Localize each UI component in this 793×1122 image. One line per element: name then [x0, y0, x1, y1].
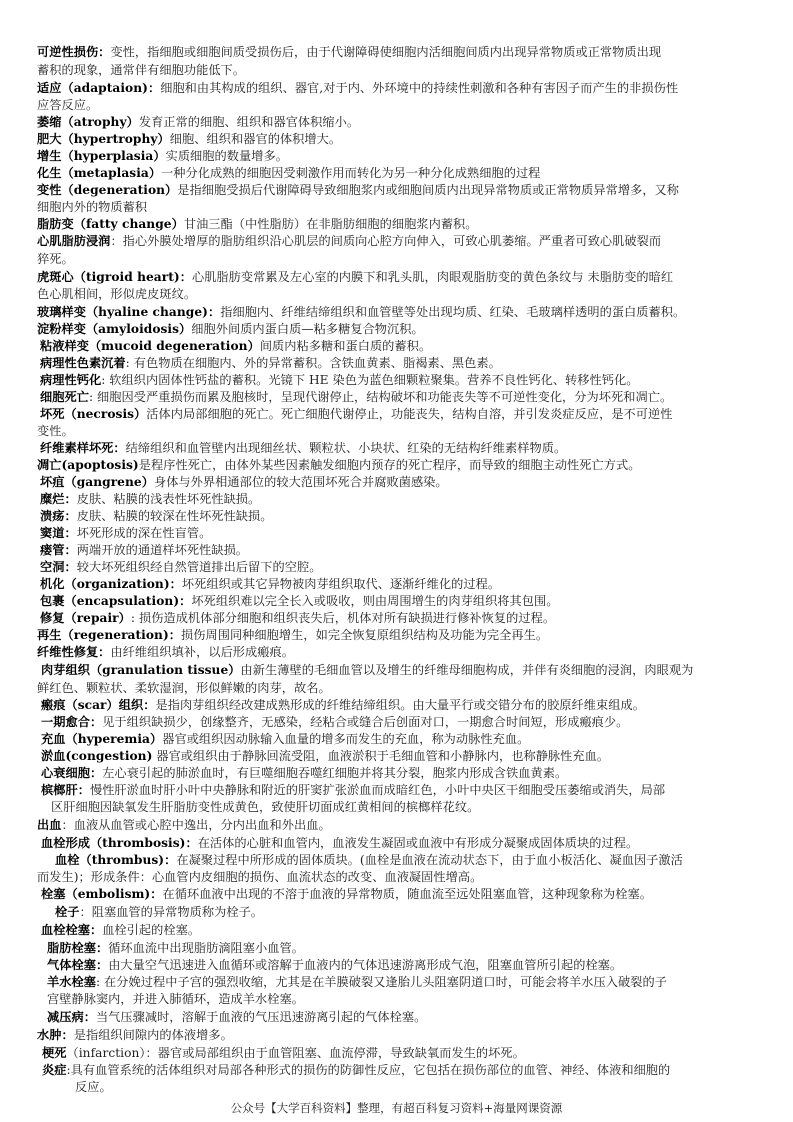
term-definition: : 有色物质在细胞内、外的异常蓄积。含铁血黄素、脂褐素、黑色素。: [125, 356, 501, 370]
term-definition: 循环血流中出现脂肪滴阻塞小血管。: [108, 941, 304, 955]
definition-line: [40, 593, 760, 610]
term-definition: 实质细胞的数量增多。: [165, 149, 288, 163]
term-label: 变性（degeneration）: [37, 183, 178, 197]
term-definition: 由大量空气迅速进入血循环或溶解于血液内的气体迅速游离形成气泡，阻塞血管所引起的栓塞。: [108, 958, 623, 972]
definition-line: [37, 286, 757, 303]
term-label: 脂肪栓塞：: [47, 941, 109, 955]
term-definition: 发育正常的细胞、组织和器官体积缩小。: [138, 115, 360, 129]
definition-line: [37, 233, 757, 250]
definition-line: [41, 662, 761, 679]
term-definition: 而发生)；形成条件：心血管内皮细胞的损伤、血流状态的改变、血液凝固性增高。: [37, 870, 483, 884]
term-definition: ：血液从血管或心腔中逸出，分内出血和外出血。: [61, 818, 331, 832]
term-label: 血栓（thrombus)：: [55, 853, 177, 867]
term-definition: 损伤周围同种细胞增生，如完全恢复原组织结构及功能为完全再生。: [181, 628, 549, 642]
definition-line: [40, 338, 760, 355]
term-definition: 反应。: [75, 1080, 112, 1094]
term-label: 修复（repair）: [40, 611, 131, 625]
term-label: 空洞：: [40, 560, 77, 574]
term-definition: 心肌脂肪变常累及左心室的内膜下和乳头肌，肉眼观脂肪变的黄色条纹与 未脂肪变的暗红: [191, 270, 674, 284]
term-label: 血栓栓塞：: [41, 923, 103, 937]
term-label: 溃疡：: [40, 509, 77, 523]
term-definition: : 细胞因受严重损伤而累及胞核时，呈现代谢停止，结构破坏和功能丧失等不可逆性变化，分为坏死和凋亡。: [88, 390, 673, 404]
term-label: 肥大（hypertrophy）: [37, 132, 170, 146]
definition-line: [42, 1045, 762, 1062]
term-definition: :具有血管系统的活体组织对局部各种形式的损伤的防御性反应，它包括在损伤部位的血管、神经、体液和细胞的: [66, 1063, 671, 1077]
definition-line: [37, 1027, 757, 1044]
term-definition: 两端开放的通道样坏死性缺损。: [76, 543, 249, 557]
term-definition: : 软组织内固体性钙盐的蓄积。光镜下 HE 染色为蓝色细颗粒聚集。营养不良性钙化、转移性钙化。: [101, 373, 639, 387]
term-definition: 是指组织间隙内的体液增多。: [73, 1028, 233, 1042]
definition-line: [41, 714, 761, 731]
term-definition: 由新生薄壁的毛细血管以及增生的纤维母细胞构成，并伴有炎细胞的浸润，肉眼观为: [240, 663, 694, 677]
definition-line: [55, 852, 775, 869]
term-definition: 在凝聚过程中所形成的固体质块。(血栓是血液在流动状态下，由于血小板活化、凝血因子激活: [176, 853, 683, 867]
term-label: 凋亡(apoptosis): [37, 458, 139, 472]
definition-line: [37, 321, 757, 338]
term-label: 气体栓塞：: [47, 958, 109, 972]
term-label: 槟榔肝：: [41, 783, 90, 797]
term-definition: 细胞和由其构成的组织、器官,对于内、外环境中的持续性刺激和各种有害因子而产生的非损伤性: [160, 81, 679, 95]
page-footer: 公众号【大学百科资料】整理，有超百科复习资料+海量网课资源: [230, 1101, 563, 1115]
term-label: 心衰细胞：: [41, 766, 103, 780]
term-label: 瘘管：: [40, 543, 77, 557]
term-definition: 细胞内外的物质蓄积: [37, 200, 148, 214]
definition-line: [37, 131, 757, 148]
term-definition: 是指细胞受损后代谢障碍导致细胞浆内或细胞间质内出现异常物质或正常物质异常增多，又称: [177, 183, 680, 197]
definition-line: [41, 782, 761, 799]
term-definition: 慢性肝淤血时肝小叶中央静脉和附近的肝窦扩张淤血而成暗红色，小叶中央区干细胞受压萎缩或消失，局部: [89, 783, 666, 797]
term-definition: 宫壁静脉窦内，并进入肺循环，造成羊水栓塞。: [47, 992, 304, 1006]
term-label: 坏疽（gangrene）: [40, 475, 154, 489]
definition-line: [41, 886, 761, 903]
term-definition: 坏死组织难以完全长入或吸收，则由周围增生的肉芽组织将其包围。: [191, 594, 559, 608]
term-definition: 结缔组织和血管壁内出现细丝状、颗粒状、小块状、红染的无结构纤维素样物质。: [125, 441, 567, 455]
definition-line: [40, 610, 760, 627]
term-label: 脂肪变（fatty change）: [37, 217, 184, 231]
term-definition: 较大坏死组织经自然管道排出后留下的空腔。: [76, 560, 322, 574]
definition-line: [47, 1009, 767, 1026]
term-definition: 是指肉芽组织经改建成熟形成的纤维结缔组织。由大量平行或交错分布的胶原纤维束组成。: [155, 698, 645, 712]
term-definition: 坏死组织或其它异物被肉芽组织取代、逐渐纤维化的过程。: [181, 577, 501, 591]
term-label: 虎斑心（tigroid heart)：: [37, 270, 192, 284]
term-label: 粘液样变（mucoid degeneration）: [40, 339, 260, 353]
term-label: 纤维性修复：: [37, 645, 111, 659]
term-definition: ：指心外膜处增厚的脂肪组织沿心肌层的间质向心腔方向伸入，可致心肌萎缩。严重者可致心肌破裂而: [110, 234, 662, 248]
definition-line: [37, 269, 757, 286]
definition-line: [47, 991, 767, 1008]
term-label: 羊水栓塞: [47, 975, 96, 989]
term-definition: 区肝细胞因缺氧发生肝脂肪变性成黄色，致使肝切面成红黄相间的槟榔样花纹。: [51, 800, 480, 814]
definition-line: [40, 406, 760, 423]
term-label: 炎症: [42, 1063, 67, 1077]
definition-line: [40, 474, 760, 491]
definition-line: [37, 148, 757, 165]
definition-line: [37, 457, 757, 474]
definition-line: [47, 974, 767, 991]
term-label: 淤血(congestion): [41, 749, 153, 763]
term-label: 充血（hyperemia）: [41, 732, 163, 746]
definition-line: [41, 922, 761, 939]
definition-line: [37, 817, 757, 834]
term-label: 可逆性损伤：: [37, 45, 111, 59]
definition-line: [55, 904, 775, 921]
term-definition: 器官或组织因动脉输入血量的增多而发生的充血，称为动脉性充血。: [162, 732, 530, 746]
term-definition: ：阻塞血管的异常物质称为栓子。: [79, 905, 264, 919]
term-definition: 由纤维组织填补，以后形成瘢痕。: [110, 645, 294, 659]
definition-line: [47, 957, 767, 974]
definition-line: [42, 1062, 762, 1079]
term-label: 包裹（encapsulation)：: [40, 594, 192, 608]
term-label: 细胞死亡: [40, 390, 89, 404]
term-label: 出血: [37, 818, 62, 832]
term-definition: 鲜红色、颗粒状、柔软湿润，形似鲜嫩的肉芽，故名。: [37, 681, 331, 695]
term-definition: 左心衰引起的肺淤血时，有巨噬细胞吞噬红细胞并将其分裂，胞浆内形成含铁血黄素。: [102, 766, 568, 780]
definition-line: [41, 765, 761, 782]
definition-line: [41, 835, 761, 852]
definition-line: [41, 697, 761, 714]
definition-line: [37, 680, 757, 697]
term-label: 一期愈合：: [41, 715, 103, 729]
definition-line: [37, 304, 757, 321]
term-label: 减压病：: [47, 1010, 96, 1024]
definition-line: [37, 182, 757, 199]
definition-line: [37, 627, 757, 644]
term-definition: 皮肤、粘膜的较深在性坏死性缺损。: [76, 509, 273, 523]
term-label: 化生（metaplasia）: [37, 166, 162, 180]
term-label: 栓塞（embolism)：: [41, 887, 163, 901]
term-definition: : 损伤造成机体部分细胞和组织丧失后，机体对所有缺损进行修补恢复的过程。: [130, 611, 556, 625]
term-label: 纤维素样坏死：: [40, 441, 126, 455]
term-definition: （infarction）：器官或局部组织由于血管阻塞、血流停滞，导致缺氧而发生的坏死。: [66, 1046, 525, 1060]
definition-line: [75, 1079, 793, 1096]
term-definition: : 在分娩过程中子宫的强烈收缩，尤其是在羊膜破裂又逢胎儿头阻塞阴道口时，可能会将羊水压入破裂的子: [95, 975, 667, 989]
term-definition: 指细胞内、纤维结缔组织和血管壁等处出现均质、红染、毛玻璃样透明的蛋白质蓄积。: [220, 305, 686, 319]
definition-line: [37, 869, 757, 886]
term-definition: 变性。: [37, 424, 74, 438]
definition-line: [37, 199, 757, 216]
definition-line: [37, 80, 757, 97]
definition-line: [37, 423, 757, 440]
definition-line: [41, 748, 761, 765]
definition-line: [47, 940, 767, 957]
term-definition: 见于组织缺损少，创缘整齐，无感染，经粘合或缝合后创面对口，一期愈合时间短，形成瘢痕少。: [102, 715, 629, 729]
term-label: 萎缩（atrophy）: [37, 115, 139, 129]
definition-line: [40, 440, 760, 457]
term-label: 水肿：: [37, 1028, 74, 1042]
term-definition: 身体与外界相通部位的较大范围坏死合并腐败菌感染。: [153, 475, 448, 489]
term-definition: 在活体的心脏和血管内，血液发生凝固或血液中有形成分凝聚成固体质块的过程。: [197, 836, 639, 850]
term-label: 血栓形成（thrombosis)：: [41, 836, 198, 850]
term-label: 肉芽组织（granulation tissue）: [41, 663, 241, 677]
definition-line: [37, 165, 757, 182]
term-definition: 是程序性死亡，由体外某些因素触发细胞内预存的死亡程序，而导致的细胞主动性死亡方式。: [138, 458, 641, 472]
term-label: 机化（organization)：: [40, 577, 182, 591]
term-label: 再生（regeneration)：: [37, 628, 181, 642]
definition-line: [40, 372, 760, 389]
term-label: 窦道：: [40, 526, 77, 540]
definition-line: [51, 799, 771, 816]
definition-line: [37, 644, 757, 661]
definition-line: [40, 355, 760, 372]
term-definition: 皮肤、粘膜的浅表性坏死性缺损。: [76, 492, 261, 506]
definition-line: [40, 389, 760, 406]
definition-line: [40, 576, 760, 593]
term-definition: 色心肌相间，形似虎皮斑纹。: [37, 287, 197, 301]
term-label: 病理性色素沉着: [40, 356, 126, 370]
definition-line: [41, 731, 761, 748]
term-definition: 一种分化成熟的细胞因受刺激作用而转化为另一种分化成熟细胞的过程: [161, 166, 541, 180]
term-definition: 血栓引起的栓塞。: [102, 923, 201, 937]
term-definition: 坏死形成的深在性盲管。: [76, 526, 212, 540]
definition-line: [40, 542, 760, 559]
definition-line: [37, 97, 757, 114]
term-label: 淀粉样变（amyloidosis）: [37, 322, 192, 336]
term-definition: 细胞、组织和器官的体积增大。: [169, 132, 342, 146]
term-label: 适应（adaptaion)：: [37, 81, 161, 95]
definition-line: [40, 508, 760, 525]
term-label: 坏死（necrosis）: [40, 407, 147, 421]
term-definition: 细胞外间质内蛋白质—粘多糖复合物沉积。: [191, 322, 424, 336]
term-definition: 变性，指细胞或细胞间质受损伤后，由于代谢障碍使细胞内活细胞间质内出现异常物质或正常物质出现: [110, 45, 662, 59]
term-label: 增生（hyperplasia）: [37, 149, 166, 163]
term-definition: 当气压骤减时，溶解于血液的气压迅速游离引起的气体栓塞。: [95, 1010, 427, 1024]
term-definition: 应答反应。: [37, 98, 99, 112]
definition-line: [37, 251, 757, 268]
term-definition: 在循环血液中出现的不溶于血液的异常物质，随血流至远处阻塞血管，这种现象称为栓塞。: [162, 887, 652, 901]
term-definition: 甘油三酯（中性脂肪）在非脂肪细胞的细胞浆内蓄积。: [183, 217, 478, 231]
term-definition: 猝死。: [37, 252, 74, 266]
term-label: 梗死: [42, 1046, 67, 1060]
term-label: 病理性钙化: [40, 373, 102, 387]
definition-line: [37, 44, 757, 61]
definition-line: [37, 62, 757, 79]
term-label: 玻璃样变（hyaline change)：: [37, 305, 221, 319]
term-label: 瘢痕（scar）组织：: [41, 698, 156, 712]
definition-line: [40, 491, 760, 508]
term-label: 心肌脂肪浸润: [37, 234, 111, 248]
term-definition: 器官或组织由于静脉回流受阻，血液淤积于毛细血管和小静脉内，也称静脉性充血。: [152, 749, 610, 763]
definition-line: [40, 525, 760, 542]
term-definition: 间质内粘多糖和蛋白质的蓄积。: [259, 339, 432, 353]
term-definition: 活体内局部细胞的死亡。死亡细胞代谢停止，功能丧失，结构自溶，并引发炎症反应，是不可逆性: [146, 407, 673, 421]
definition-line: [40, 559, 760, 576]
term-label: 糜烂：: [40, 492, 77, 506]
term-label: 栓子: [55, 905, 80, 919]
definition-line: [37, 114, 757, 131]
term-definition: 蓄积的现象，通常伴有细胞功能低下。: [37, 63, 246, 77]
definition-line: [37, 216, 757, 233]
